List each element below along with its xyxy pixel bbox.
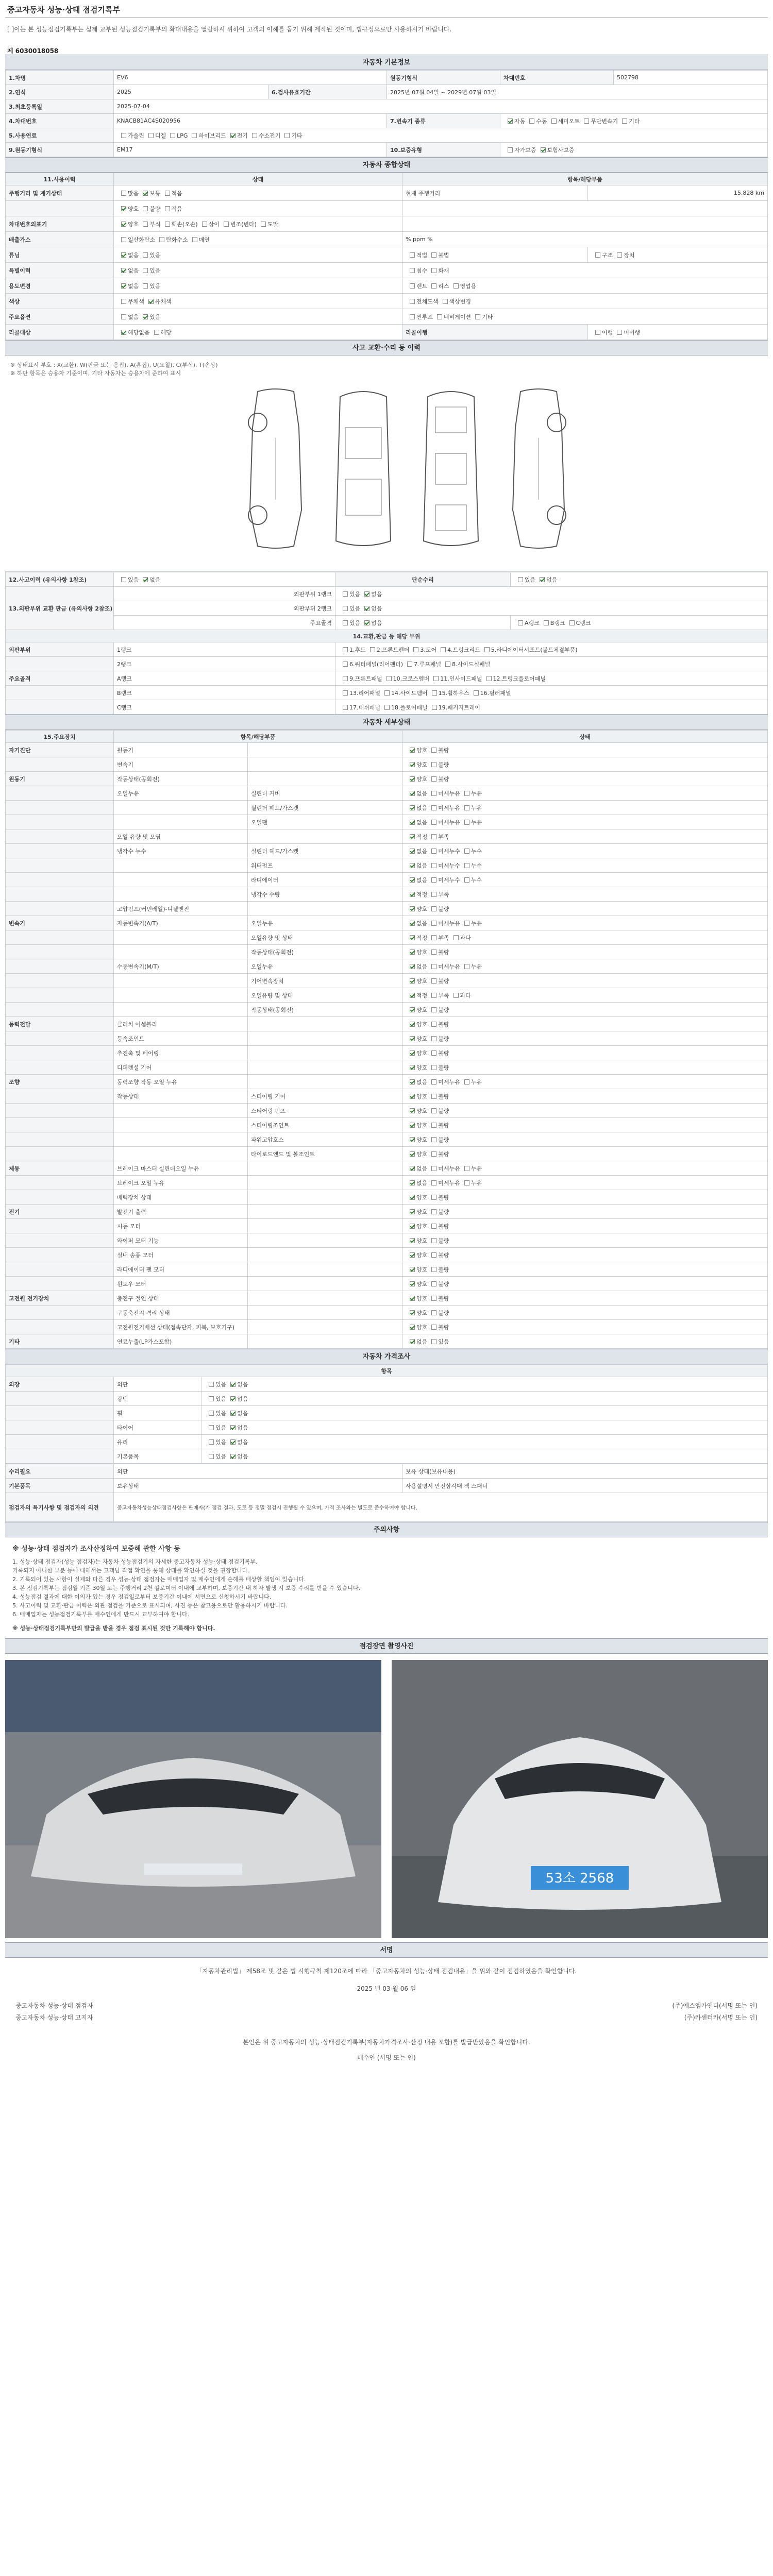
overall-table: 11.사용이력 상태 항목/해당부품 주행거리 및 계기상태 많음 보통 적음 현재 주행거리 15,828 km 양호 불량 적음 차대번호의표기 양호 부식 훼손(오손) 상이 변조(변타) 도말 배출가스 일산화탄소 탄화수소 매연 % ppm % 튜닝 없음 있음 적법 불법 구조 장치 특별이력 없음 있음 침수 화재 용도변경 없음 있음 렌트 리스 영업용 색상 무채색 유채색 전체도색 색상변경 주요옵션 없음 있음 썬루프 네비게이션 기타 리콜대상 해당없음 해당 리콜이행 이행 미이행 — [5, 173, 768, 340]
detail-row: 동력전달 클러치 어셈블리 양호 불량 — [6, 1017, 768, 1031]
basic-label: 원동기형식 — [387, 71, 500, 85]
vin: KNACB81AC4S020956 — [114, 114, 387, 128]
note-line: 기록되지 아니한 부분 등에 대해서는 고객님 직접 확인을 통해 상태를 확인하실 것을 권장합니다. — [12, 1567, 249, 1574]
price-row: 외장 외판 있음 없음 — [6, 1377, 768, 1392]
detail-row: 작동상태(공회전) 양호 불량 — [6, 1003, 768, 1017]
detail-row: 라디에이터 없음 미세누수 누수 — [6, 873, 768, 887]
detail-table: 15.주요장치 항목/해당부품 상태 자기진단 원동기 양호 불량 변속기 양호 불량 원동기 작동상태(공회전) 양호 불량 오일누유 실린더 커버 없음 미세누유 누유 실린더 헤드/가스켓 없음 미세누유 누유 오일팬 없음 미세누유 누유 오일 유량 및 오염 적정 부족 냉각수 누수 실린더 헤드/가스켓 없음 미세누수 누수 워터펌프 없음 미세누수 누수 라디에이터 없음 미세누수 누수 냉각수 수량 적정 부족 고압펌프(커먼레일)-디젤엔진 양호 불량 변속기 자동변속기(A/T) 오일누유 없음 미세누유 누유 오일유량 및 상태 적정 부족 과다 작동상태(공회전) 양호 불량 수동변속기(M/T) 오일누유 없음 미세누유 누유 기어변속장치 양호 불량 오일유량 및 상태 적정 부족 과다 작동상태(공회전) 양호 불량 동력전달 클러치 어셈블리 양호 불량 등속조인트 양호 불량 추진축 및 베어링 양호 불량 디퍼렌셜 기어 양호 불량 조향 동력조향 작동 오일 누유 없음 미세누유 누유 작동상태 스티어링 기어 양호 불량 스티어링 펌프 양호 불량 스티어링조인트 양호 불량 파워고압호스 양호 불량 타이로드엔드 및 볼조인트 양호 불량 제동 브레이크 마스터 실린더오일 누유 없음 미세누유 누유 브레이크 오일 누유 없음 미세누유 누유 배력장치 상태 양호 불량 전기 발전기 출력 양호 불량 시동 모터 양호 불량 와이퍼 모터 기능 양호 불량 실내 송풍 모터 양호 불량 라디에이터 팬 모터 양호 불량 윈도우 모터 양호 불량 고전원 전기장치 충전구 절연 상태 양호 불량 구동축전지 격리 상태 양호 불량 고전원전기배선 상태(접속단자, 피복, 보호기구) 양호 불량 기타 연료누출(LP가스포함) 없음 있음 — [5, 730, 768, 1349]
notes-warning: ※ 성능·상태점검기록부만의 발급을 받을 경우 점검 표시된 것만 기록해야 합니다. — [12, 1625, 215, 1632]
detail-row: 시동 모터 양호 불량 — [6, 1219, 768, 1233]
transmission-options: 자동 수동 세미오토 무단변속기 기타 — [500, 114, 768, 128]
price-row: 유리 있음 없음 — [6, 1435, 768, 1449]
detail-row: 파워고압호스 양호 불량 — [6, 1132, 768, 1147]
car-name: EV6 — [114, 71, 387, 85]
row-label: 튜닝 — [6, 247, 114, 263]
note-line: 1. 성능·상태 점검자(성능 점검자)는 자동차 성능점검기의 자세한 중고자동차 성능·상태 점검기록부. — [12, 1558, 258, 1565]
detail-row: 수동변속기(M/T) 오일누유 없음 미세누유 누유 — [6, 959, 768, 974]
basic-label: 차대번호 — [500, 71, 614, 85]
detail-row: 스티어링 펌프 양호 불량 — [6, 1104, 768, 1118]
detail-row: 변속기 자동변속기(A/T) 오일누유 없음 미세누유 누유 — [6, 916, 768, 930]
row-label: 주요옵션 — [6, 309, 114, 325]
section-price: 자동차 가격조사 — [5, 1349, 768, 1364]
car-interior-outline — [412, 386, 490, 551]
basic-label: 3.최초등록일 — [6, 99, 114, 114]
sign-block — [5, 1958, 768, 2112]
basic-label: 9.원동기형식 — [6, 143, 114, 157]
detail-row: 작동상태 스티어링 기어 양호 불량 — [6, 1089, 768, 1104]
note-line: 3. 본 점검기록부는 점검일 기준 30일 또는 주행거리 2천 킬로미터 이내에 교부하며, 보증기간 내 하자 발생 시 보증 수리를 받을 수 있습니다. — [12, 1585, 361, 1591]
detail-row: 브레이크 오일 누유 없음 미세누유 누유 — [6, 1176, 768, 1190]
notes-block — [5, 1537, 768, 1638]
legend-text: ※ 하단 항목은 승용차 기준이며, 기타 자동차는 승용차에 준하여 표시 — [10, 370, 181, 377]
section-overall: 자동차 종합상태 — [5, 157, 768, 173]
notifier-sign: (주)카센터카(서명 또는 인) — [684, 2014, 758, 2021]
col-head: 상태 — [114, 173, 402, 185]
first-reg-date: 2025-07-04 — [114, 99, 768, 114]
row-label: 특별이력 — [6, 263, 114, 278]
price-table: 항목 외장 외판 있음 없음 광택 있음 없음 휠 있음 없음 타이어 있음 없음 유리 있음 없음 기본품목 있음 없음 — [5, 1364, 768, 1464]
section-notes: 주의사항 — [5, 1522, 768, 1537]
doc-number: 제 6030018058 — [7, 47, 59, 55]
section-sign: 서명 — [5, 1942, 768, 1958]
front-photo — [5, 1660, 381, 1938]
photos-block — [5, 1654, 768, 1942]
section-photos: 점검장면 촬영사진 — [5, 1638, 768, 1654]
detail-row: 실내 송풍 모터 양호 불량 — [6, 1248, 768, 1262]
detail-row: 추진축 및 베어링 양호 불량 — [6, 1046, 768, 1060]
detail-row: 자기진단 원동기 양호 불량 — [6, 743, 768, 757]
notice-text: [ ]이는 본 성능점검기록부는 실제 교부된 성능점검기록부의 확대내용을 열람하시 위하여 고객의 이해를 돕기 위해 제작된 것이며, 법규정으로만 사용하시기 바랍니다. — [7, 26, 452, 33]
doc-title: 중고자동차 성능·상태 점검기록부 — [7, 5, 121, 14]
note-line: 5. 사고이력 및 교환·판금 이력은 외관 점검을 기준으로 표시되며, 사진 등은 참고용으로만 활용하시기 바랍니다. — [12, 1602, 288, 1609]
rear-photo — [392, 1660, 768, 1938]
note-line: 6. 매매업자는 성능점검기록부를 매수인에게 반드시 교부하여야 합니다. — [12, 1611, 190, 1618]
detail-row: 배력장치 상태 양호 불량 — [6, 1190, 768, 1205]
car-left-side-outline — [237, 386, 314, 551]
detail-row: 전기 발전기 출력 양호 불량 — [6, 1205, 768, 1219]
detail-row: 고전원 전기장치 충전구 절연 상태 양호 불량 — [6, 1291, 768, 1306]
basic-label: 5.사용연료 — [6, 128, 114, 143]
detail-row: 변속기 양호 불량 — [6, 757, 768, 772]
gauge-options: 양호 불량 적음 — [114, 201, 402, 216]
basic-label: 1.차명 — [6, 71, 114, 85]
row-label: 색상 — [6, 294, 114, 309]
sign-date: 2025 년 03 월 06 일 — [357, 1985, 416, 1992]
detail-row: 오일팬 없음 미세누유 누유 — [6, 815, 768, 829]
row-label: 배출가스 — [6, 232, 114, 247]
detail-row: 오일누유 실린더 커버 없음 미세누유 누유 — [6, 786, 768, 801]
sign-statement: 「자동차관리법」 제58조 및 같은 법 시행규칙 제120조에 따라 「중고자동차의 성능·상태 점검내용」을 위와 같이 점검하였음을 확인합니다. — [196, 1968, 577, 1975]
row-label: 12.사고이력 (유의사항 1참조) — [6, 572, 114, 587]
note-line: 2. 기록되어 있는 사항이 실제와 다른 경우 성능·상태 점검자는 매매업자 및 매수인에게 손해를 배상할 책임이 있습니다. — [12, 1576, 306, 1583]
vin-mark-options: 양호 부식 훼손(오손) 상이 변조(변타) 도말 — [114, 216, 402, 232]
detail-row: 와이퍼 모터 기능 양호 불량 — [6, 1233, 768, 1248]
svg-text:53소 2568: 53소 2568 — [545, 1871, 614, 1886]
detail-row: 고전원전기배선 상태(접속단자, 피복, 보호기구) 양호 불량 — [6, 1320, 768, 1334]
detail-row: 원동기 작동상태(공회전) 양호 불량 — [6, 772, 768, 786]
mileage-value: 15,828 km — [588, 185, 768, 201]
mileage-options: 많음 보통 적음 — [114, 185, 402, 201]
model-year: 2025 — [114, 85, 268, 99]
opinion-table: 수리필요 외판 보유 상태(보유내용) 기본품목 보유상태 사용설명서 안전삼각대 잭 스패너 점검자의 특기사항 및 점검자의 의견 중고자동차성능상태점검사항은 판매자(가 점검 결과, 도로 등 정밀 점검시 진행될 수 있으며, 가격 조사와는 별도로 준수하여야 합니다. — [5, 1464, 768, 1522]
basic-label: 7.변속기 종류 — [387, 114, 500, 128]
section-accident: 사고 교환·수리 등 이력 — [5, 340, 768, 355]
report-body — [5, 55, 768, 2112]
accident-table: 12.사고이력 (유의사항 1참조) 있음 없음 단순수리 있음 없음 13.외판부위 교환 판금 (유의사항 2참조) 외판부위 1랭크 있음 없음 외판부위 2랭크 있음 없음 주요골격 있음 없음 A랭크 B랭크 C랭크 14.교환,판금 등 해당 부위 외판부위 1랭크 1.후드 2.프론트펜더 3.도어 4.트렁크리드 5.라디에이터서포트(볼트체결부품) 2랭크 6.쿼터패널(리어펜더) 7.루프패널 8.사이드실패널 주요골격 A랭크 9.프론트패널 10.크로스멤버 11.인사이드패널 12.트렁크플로어패널 B랭크 13.리어패널 14.사이드멤버 15.휠하우스 16.필러패널 C랭크 17.대쉬패널 18.플로어패널 19.패키지트레이 — [5, 572, 768, 715]
detail-row: 조향 동력조향 작동 오일 누유 없음 미세누유 누유 — [6, 1075, 768, 1089]
inspector-label: 중고자동차 성능·상태 점검자 — [15, 2002, 93, 2009]
detail-row: 오일유량 및 상태 적정 부족 과다 — [6, 930, 768, 945]
inspector-sign: (주)에스엠카앤디(서명 또는 인) — [672, 2002, 758, 2009]
sub-head: 14.교환,판금 등 해당 부위 — [6, 630, 768, 642]
detail-row: 냉각수 수량 적정 부족 — [6, 887, 768, 902]
price-row: 기본품목 있음 없음 — [6, 1449, 768, 1464]
emission-units: % ppm % — [402, 232, 768, 247]
car-top-outline — [325, 386, 402, 551]
detail-row: 제동 브레이크 마스터 실린더오일 누유 없음 미세누유 누유 — [6, 1161, 768, 1176]
detail-row: 작동상태(공회전) 양호 불량 — [6, 945, 768, 959]
basic-label: 10.보증유형 — [387, 143, 500, 157]
mileage-label: 현재 주행거리 — [402, 185, 588, 201]
detail-row: 디퍼렌셜 기어 양호 불량 — [6, 1060, 768, 1075]
detail-row: 스티어링조인트 양호 불량 — [6, 1118, 768, 1132]
row-label: 용도변경 — [6, 278, 114, 294]
opinion-label: 점검자의 특기사항 및 점검자의 의견 — [6, 1493, 114, 1522]
note-line: 4. 성능점검 결과에 대한 이의가 있는 경우 점검일로부터 보증기간 이내에 서면으로 신청하시기 바랍니다. — [12, 1594, 272, 1600]
detail-row: 워터펌프 없음 미세누수 누수 — [6, 858, 768, 873]
detail-row: 오일유량 및 상태 적정 부족 과다 — [6, 988, 768, 1003]
detail-row: 기타 연료누출(LP가스포함) 없음 있음 — [6, 1334, 768, 1349]
detail-row: 오일 유량 및 오염 적정 부족 — [6, 829, 768, 844]
detail-row: 실린더 헤드/가스켓 없음 미세누유 누유 — [6, 801, 768, 815]
basic-label: 2.연식 — [6, 85, 114, 99]
detail-row: 기어변속장치 양호 불량 — [6, 974, 768, 988]
fuel-options: 가솔린 디젤 LPG 하이브리드 전기 수소전기 기타 — [114, 128, 768, 143]
row-label: 차대번호의표기 — [6, 216, 114, 232]
notifier-label: 중고자동차 성능·상태 고지자 — [15, 2014, 93, 2021]
detail-row: 등속조인트 양호 불량 — [6, 1031, 768, 1046]
section-detail: 자동차 세부상태 — [5, 715, 768, 730]
car-diagram — [5, 355, 768, 572]
price-row: 타이어 있음 없음 — [6, 1420, 768, 1435]
inspection-validity: 2025년 07월 04일 ~ 2029년 07월 03일 — [387, 85, 768, 99]
detail-row: 라디에이터 팬 모터 양호 불량 — [6, 1262, 768, 1277]
basic-table — [5, 70, 768, 157]
price-row: 광택 있음 없음 — [6, 1392, 768, 1406]
detail-row: 냉각수 누수 실린더 헤드/가스켓 없음 미세누수 누수 — [6, 844, 768, 858]
legend-text: ※ 상태표시 부호 : X(교환), W(판금 또는 용접), A(흠집), U(요철), C(부식), T(손상) — [10, 362, 218, 368]
section-basic: 자동차 기본정보 — [5, 55, 768, 70]
col-head: 항목/해당부품 — [402, 173, 768, 185]
engine-type: EM17 — [114, 143, 387, 157]
col-head: 11.사용이력 — [6, 173, 114, 185]
detail-row: 타이로드엔드 및 볼조인트 양호 불량 — [6, 1147, 768, 1161]
detail-row: 윈도우 모터 양호 불량 — [6, 1277, 768, 1291]
buyer-statement: 본인은 위 중고자동차의 성능·상태점검기록부(자동차가격조사·산정 내용 포함)를 발급받았음을 확인합니다. — [243, 2039, 530, 2046]
emission-options: 일산화탄소 탄화수소 매연 — [114, 232, 402, 247]
vin-tail: 502798 — [614, 71, 768, 85]
row-label: 리콜대상 — [6, 325, 114, 340]
warranty-options: 자가보증 보험사보증 — [500, 143, 768, 157]
price-row: 휠 있음 없음 — [6, 1406, 768, 1420]
basic-label: 6.검사유효기간 — [268, 85, 387, 99]
notes-heading: ※ 성능·상태 점검자가 조사산정하여 보증해 관한 사항 등 — [12, 1545, 180, 1553]
buyer-sign: 매수인 (서명 또는 인) — [357, 2054, 416, 2061]
car-right-side-outline — [500, 386, 577, 551]
row-label: 주행거리 및 계기상태 — [6, 185, 114, 201]
basic-label: 4.차대번호 — [6, 114, 114, 128]
row-label: 13.외판부위 교환 판금 (유의사항 2참조) — [6, 587, 114, 630]
detail-row: 고압펌프(커먼레일)-디젤엔진 양호 불량 — [6, 902, 768, 916]
opinion-text: 중고자동차성능상태점검사항은 판매자(가 점검 결과, 도로 등 정밀 점검시 진행될 수 있으며, 가격 조사와는 별도로 준수하여야 합니다. — [114, 1493, 768, 1522]
detail-row: 구동축전지 격리 상태 양호 불량 — [6, 1306, 768, 1320]
